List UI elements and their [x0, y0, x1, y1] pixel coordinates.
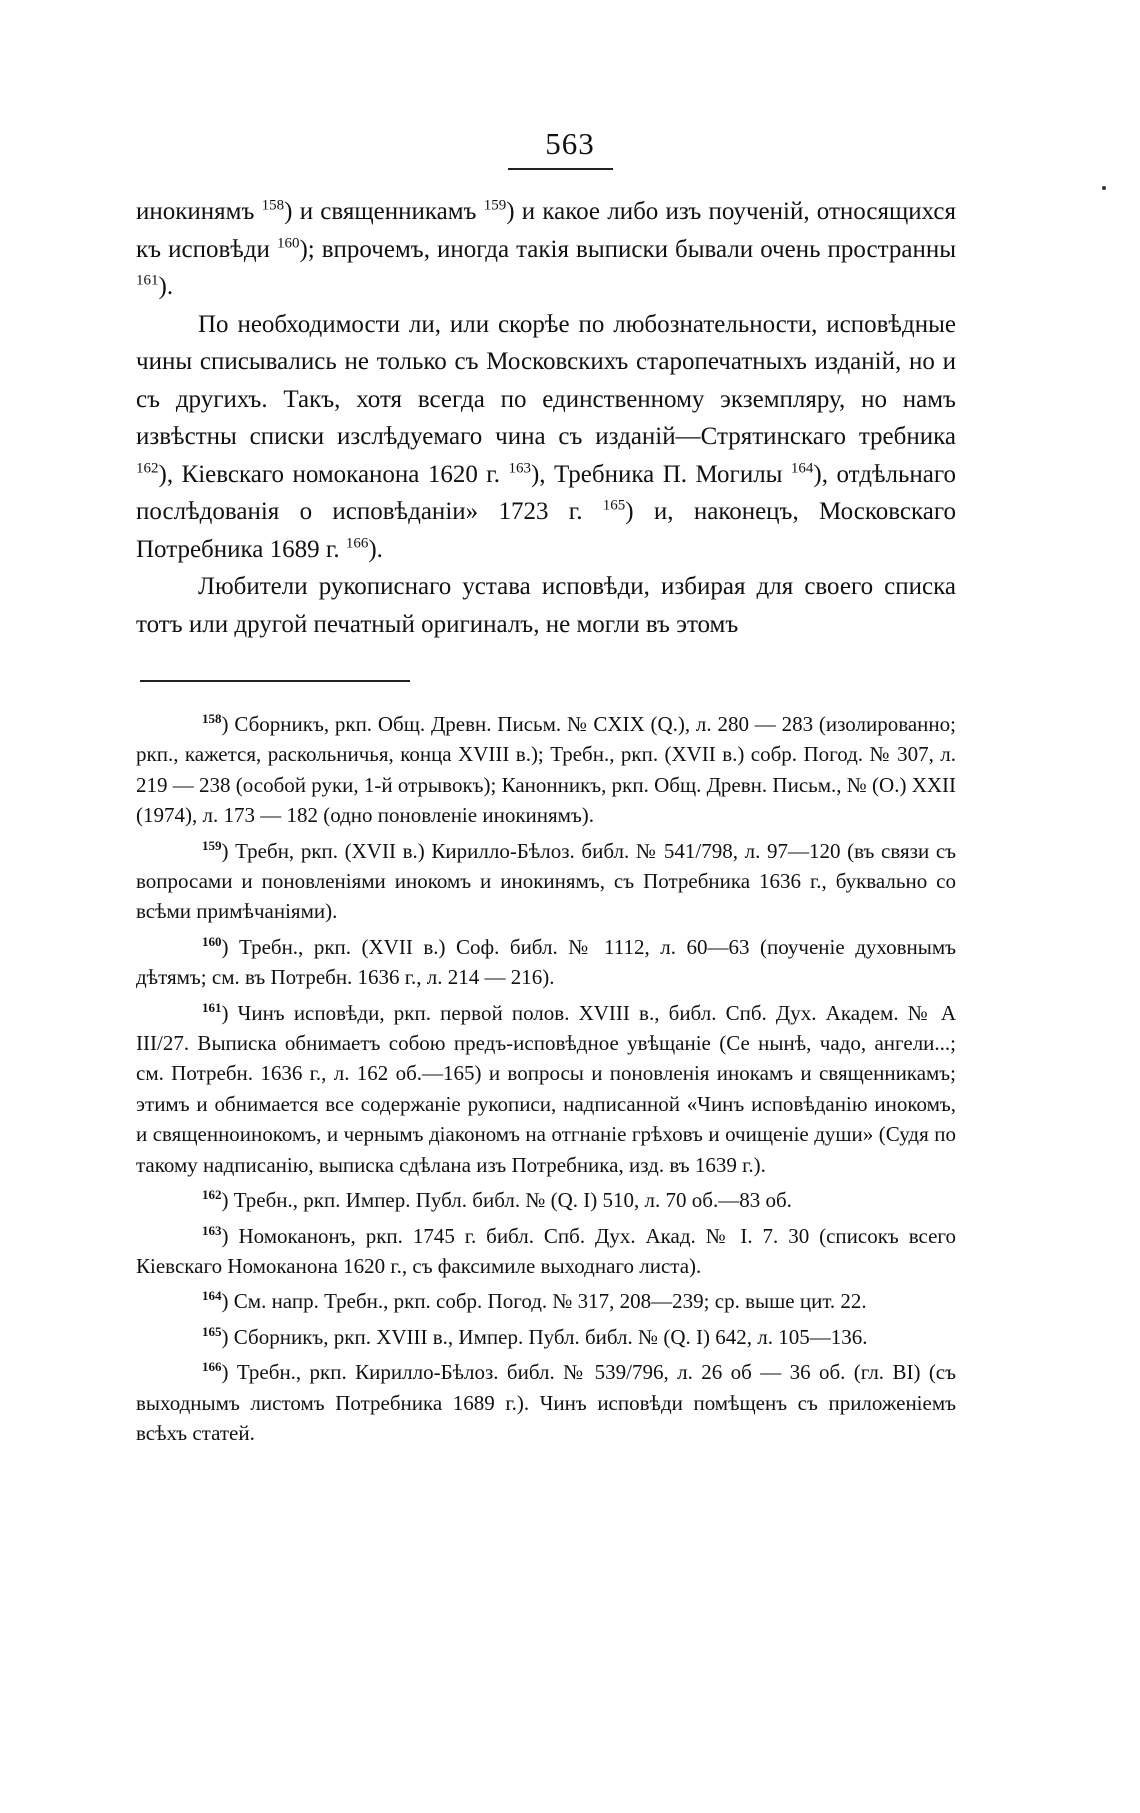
footnote-ref: 163 [508, 460, 531, 477]
text-run: Любители рукописнаго устава исповѣди, избирая для своего списка тотъ или другой печатный оригиналъ, не могли въ этомъ [136, 573, 956, 638]
footnote-number: 161 [202, 999, 222, 1015]
footnote-text: ) Сборникъ, ркп. Общ. Древн. Письм. № CXIX (Q.), л. 280 — 283 (изолированно; ркп., кажется, раскольничья, конца XVIII в.); Требн., ркп. (XVII в.) собр. Погод. № 307, л. 219 — 238 (особой руки, 1-й отрывокъ); Канонникъ, ркп. Общ. Древн. Письм., № (О.) XXII (1974), л. 173 — 182 (одно поновленіе инокинямъ). [136, 712, 957, 828]
text-run: ). [368, 535, 383, 563]
page-number: 563 [545, 126, 595, 161]
footnote-ref: 158 [261, 197, 285, 214]
text-run: ); впрочемъ, иногда такія выписки бывали очень пространны [299, 235, 956, 263]
footnote-ref: 166 [345, 535, 369, 552]
footnote-number: 165 [202, 1323, 222, 1339]
main-text [136, 193, 956, 643]
footnote-text: ) Сборникъ, ркп. XVIII в., Импер. Публ. библ. № (Q. I) 642, л. 105—136. [221, 1324, 868, 1349]
text-run: По необходимости ли, или скорѣе по любознательности, исповѣдные чины списывались не только съ Московскихъ старопечатныхъ изданій, но и съ другихъ. Такъ, хотя всегда по единственному экземпляру, но намъ извѣстны списки изслѣдуемаго чина съ изданій—Стрятинскаго требника [136, 310, 956, 450]
page-number-rule [508, 168, 613, 170]
scan-speck [1102, 186, 1106, 190]
footnote-number: 163 [202, 1222, 222, 1238]
footnote-text: ) Чинъ исповѣди, ркп. первой полов. XVIII в., библ. Спб. Дух. Академ. № А III/27. Выписка обнимаетъ собою предъ-исповѣдное увѣщаніе (Се нынѣ, чадо, ангели...; см. Потребн. 1636 г., л. 162 об.—165) и вопросы и поновленія инокамъ и священникамъ; этимъ и обнимается все содержаніе рукописи, надписанной «Чинъ исповѣданію инокомъ, и священноинокомъ, и чернымъ діакономъ на отгнаніе грѣховъ и очищеніе души» (Судя по такому надписанію, выписка сдѣлана изъ Потребника, изд. въ 1639 г.). [136, 1000, 956, 1177]
footnote-text: ) Требн., ркп. Импер. Публ. библ. № (Q. I) 510, л. 70 об.—83 об. [221, 1188, 792, 1213]
paragraph [136, 568, 956, 643]
text-run: ). [158, 273, 174, 300]
paragraph [136, 306, 956, 569]
footnote-text: ) См. напр. Требн., ркп. собр. Погод. № 317, 208—239; ср. выше цит. 22. [221, 1289, 867, 1314]
footnote-number: 164 [202, 1288, 222, 1304]
footnotes [136, 709, 956, 1453]
footnote-text: ) Требн., ркп. (XVII в.) Соф. библ. № 1112, л. 60—63 (поученіе духовнымъ дѣтямъ; см. въ Потребн. 1636 г., л. 214 — 216). [136, 934, 956, 990]
footnote-number: 166 [202, 1359, 222, 1375]
footnote [136, 998, 956, 1180]
text-run: ), Кіевскаго номоканона 1620 г. [158, 460, 509, 488]
footnote-text: ) Номоканонъ, ркп. 1745 г. библ. Спб. Дух. Акад. № I. 7. 30 (списокъ всего Кіевскаго Номоканона 1620 г., съ факсимиле выходнаго листа). [136, 1223, 956, 1278]
footnote [136, 1221, 956, 1282]
footnote-text: ) Требн, ркп. (XVII в.) Кирилло-Бѣлоз. библ. № 541/798, л. 97—120 (въ связи съ вопросами и поновленіями инокомъ и инокинямъ, съ Потребника 1636 г., буквально со всѣми примѣчаніями). [136, 838, 956, 924]
text-run: ) и какое либо изъ поученій, относящихся къ исповѣди [136, 198, 956, 263]
footnote-text: ) Требн., ркп. Кирилло-Бѣлоз. библ. № 539/796, л. 26 об — 36 об. (гл. ВI) (съ выходнымъ листомъ Потребника 1689 г.). Чинъ исповѣди помѣщенъ съ приложеніемъ всѣхъ статей. [136, 1360, 956, 1445]
text-run: инокинямъ [136, 198, 262, 225]
footnote-ref: 164 [790, 460, 814, 477]
text-run: ), Требника П. Могилы [530, 460, 791, 488]
paragraph [136, 193, 956, 306]
footnote [136, 836, 956, 927]
footnote-ref: 162 [136, 460, 159, 477]
text-run: ) и, наконецъ, Московскаго Потребника 1689 г. [136, 498, 956, 563]
footnote [136, 1185, 956, 1215]
footnote-ref: 159 [483, 197, 507, 214]
footnote-number: 162 [202, 1187, 222, 1203]
footnote-number: 158 [202, 711, 222, 726]
footnote-ref: 165 [602, 497, 626, 514]
footnote [136, 932, 956, 993]
footnote-number: 160 [202, 933, 222, 949]
footnote-ref: 161 [136, 272, 159, 289]
footnote [136, 1322, 956, 1352]
text-run: ) и священникамъ [284, 198, 484, 225]
footnote-number: 159 [202, 837, 222, 853]
footnote [136, 1357, 956, 1448]
footnote [136, 1286, 956, 1316]
footnote-ref: 160 [276, 235, 300, 252]
footnote [136, 709, 956, 831]
footnote-divider [140, 680, 410, 682]
text-run: ), отдѣльнаго послѣдованія о исповѣданіи» 1723 г. [136, 460, 956, 525]
